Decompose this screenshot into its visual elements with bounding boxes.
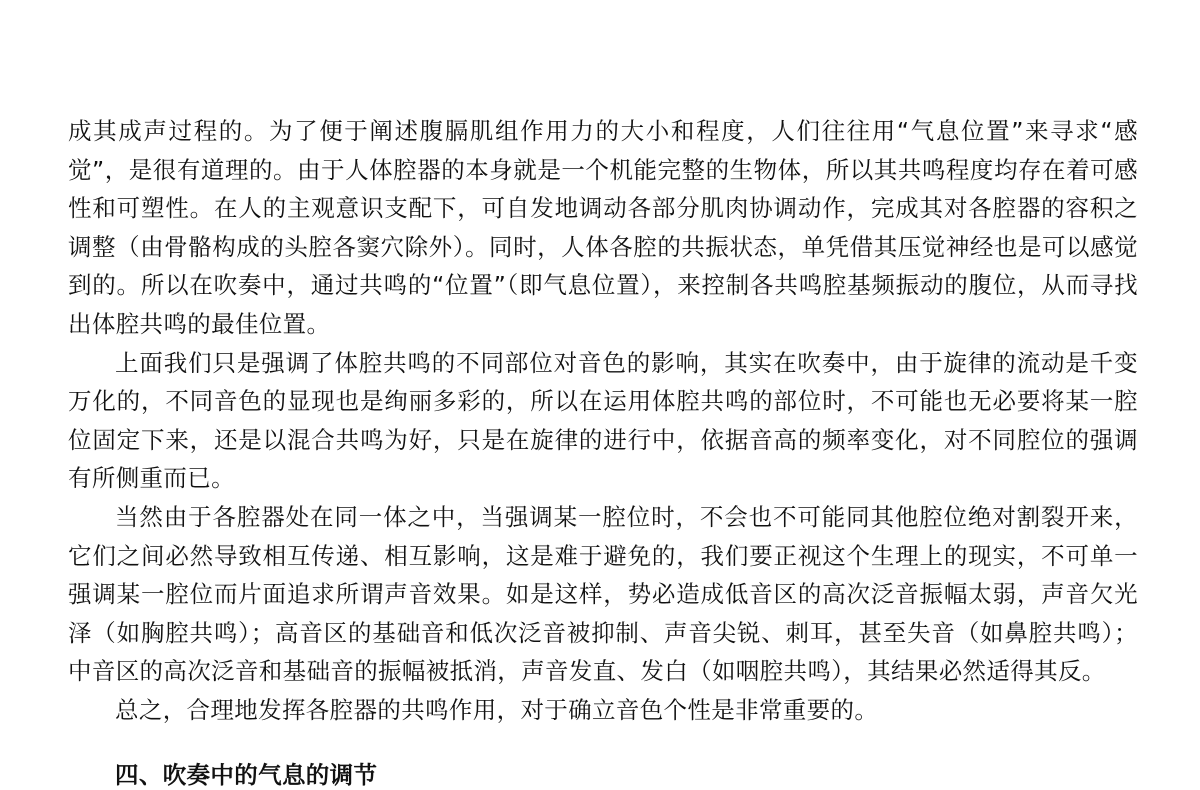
paragraph-3: 当然由于各腔器处在同一体之中，当强调某一腔位时，不会也不可能同其他腔位绝对割裂开来，它们之间必然导致相互传递、相互影响，这是难于避免的，我们要正视这个生理上的现实，不可单一强调某一腔位而片面追求所谓声音效果。如是这样，势必造成低音区的高次泛音振幅太弱，声音欠光泽（如胸腔共鸣）；高音区的基础音和低次泛音被抑制、声音尖锐、刺耳，甚至失音（如鼻腔共鸣）；中音区的高次泛音和基础音的振幅被抵消，声音发直、发白（如咽腔共鸣），其结果必然适得其反。 [68,502,1138,686]
section-heading-cutoff: 四、吹奏中的气息的调节 [115,761,378,789]
paragraph-2: 上面我们只是强调了体腔共鸣的不同部位对音色的影响，其实在吹奏中，由于旋律的流动是千变万化的，不同音色的显现也是绚丽多彩的，所以在运用体腔共鸣的部位时，不可能也无必要将某一腔位固定下来，还是以混合共鸣为好，只是在旋律的进行中，依据音高的频率变化，对不同腔位的强调有所侧重而已。 [68,348,1138,493]
paragraph-1: 成其成声过程的。为了便于阐述腹膈肌组作用力的大小和程度，人们往往用“气息位置”来寻求“感觉”，是很有道理的。由于人体腔器的本身就是一个机能完整的生物体，所以其共鸣程度均存在着可感性和可塑性。在人的主观意识支配下，可自发地调动各部分肌肉协调动作，完成其对各腔器的容积之调整（由骨骼构成的头腔各窦穴除外）。同时，人体各腔的共振状态，单凭借其压觉神经也是可以感觉到的。所以在吹奏中，通过共鸣的“位置”（即气息位置），来控制各共鸣腔基频振动的腹位，从而寻找出体腔共鸣的最佳位置。 [68,117,1138,338]
document-body [68,112,1138,730]
paragraph-4: 总之，合理地发挥各腔器的共鸣作用，对于确立音色个性是非常重要的。 [115,695,879,724]
